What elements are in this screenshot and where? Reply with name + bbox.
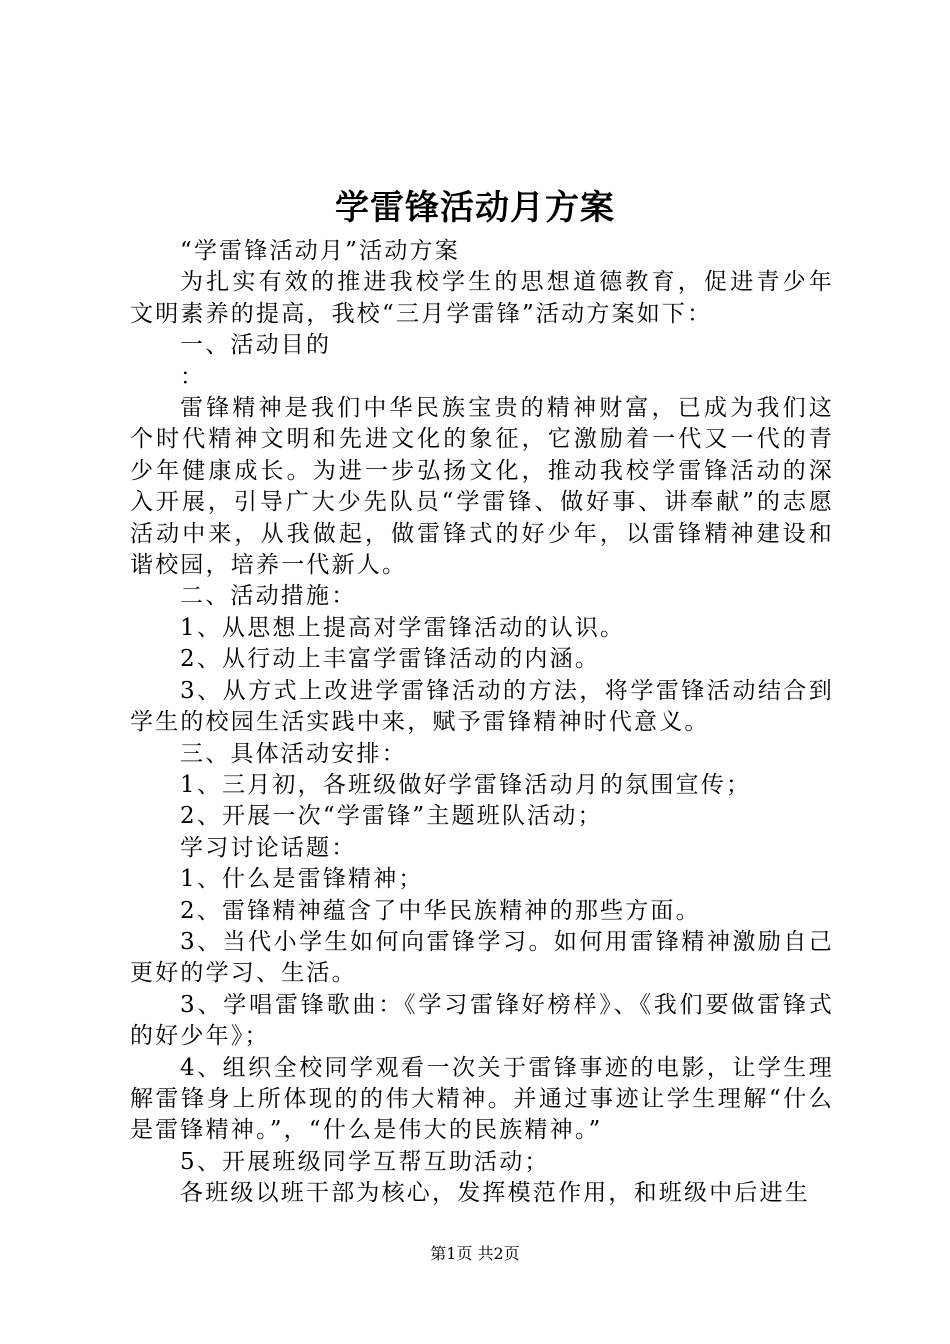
paragraph: “学雷锋活动月”活动方案 [180, 238, 460, 264]
paragraph: 3、学唱雷锋歌曲：《学习雷锋好榜样》、《我们要做雷锋式的好少年》； [130, 991, 834, 1050]
paragraph: 雷锋精神是我们中华民族宝贵的精神财富，已成为我们这个时代精神文明和先进文化的象征，它激励着一代又一代的青少年健康成长。为进一步弘扬文化，推动我校学雷锋活动的深入开展，引导广大少先队员“学雷锋、做好事、讲奉献”的志愿活动中来，从我做起，做雷锋式的好少年，以雷锋精神建设和谐校园，培养一代新人。 [130, 395, 834, 579]
paragraph: 3、从方式上改进学雷锋活动的方法，将学雷锋活动结合到学生的校园生活实践中来，赋予雷锋精神时代意义。 [130, 677, 834, 736]
paragraph: 三、具体活动安排： [180, 740, 407, 767]
paragraph: 3、当代小学生如何向雷锋学习。如何用雷锋精神激励自己更好的学习、生活。 [130, 928, 834, 987]
paragraph: 1、三月初，各班级做好学雷锋活动月的氛围宣传； [180, 771, 752, 798]
page-footer: 第1页 共2页 [430, 1244, 520, 1263]
document-title: 学雷锋活动月方案 [335, 188, 615, 228]
paragraph: 1、从思想上提高对学雷锋活动的认识。 [180, 614, 626, 641]
paragraph: 一、活动目的 [180, 332, 332, 359]
paragraph: 2、开展一次“学雷锋”主题班队活动； [180, 803, 603, 830]
paragraph: 2、从行动上丰富学雷锋活动的内涵。 [180, 646, 601, 673]
document-body [130, 236, 834, 1210]
paragraph: 2、雷锋精神蕴含了中华民族精神的那些方面。 [180, 897, 701, 924]
paragraph: 二、活动措施： [180, 583, 357, 610]
paragraph: 5、开展班级同学互帮互助活动； [180, 1148, 550, 1175]
paragraph: 学习讨论话题： [180, 834, 357, 861]
paragraph: 各班级以班干部为核心，发挥模范作用，和班级中后进生 [180, 1180, 810, 1207]
paragraph: 4、组织全校同学观看一次关于雷锋事迹的电影，让学生理解雷锋身上所体现的的伟大精神。并通过事迹让学生理解“什么是雷锋精神。”，“什么是伟大的民族精神。” [130, 1054, 834, 1144]
paragraph: 为扎实有效的推进我校学生的思想道德教育，促进青少年文明素养的提高，我校“三月学雷锋”活动方案如下： [130, 269, 834, 327]
paragraph: ： [180, 363, 206, 390]
paragraph: 1、什么是雷锋精神； [180, 866, 424, 893]
